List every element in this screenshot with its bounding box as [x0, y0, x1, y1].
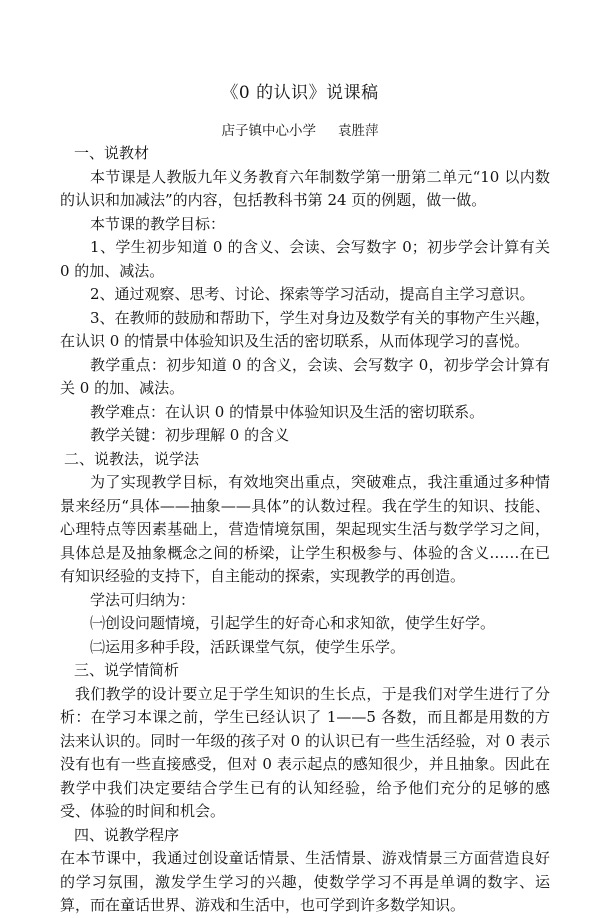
section-heading-2: 二、说教法，说学法 [64, 449, 200, 468]
paragraph: 本节课是人教版九年义务教育六年制数学第一册第二单元“10 以内数的认识和加减法”的内容，包括教科书第 24 页的例题，做一做。 [60, 167, 550, 209]
paragraph: 在本节课中，我通过创设童话情景、生活情景、游戏情景三方面营造良好的学习氛围，激发学生学习的兴趣，使数学学习不再是单调的数字、运算，而在童话世界、游戏和生活中，也可学到许多数学知识。 [60, 849, 550, 914]
list-item: ㈡运用多种手段，活跃课堂气氛，使学生乐学。 [90, 637, 406, 656]
teaching-key-point: 教学重点：初步知道 0 的含义，会读、会写数字 0，初步学会计算有关 0 的加、减法。 [60, 355, 550, 397]
document-title: 《0 的认识》说课稿 [221, 83, 379, 103]
paragraph: 学法可归纳为： [90, 590, 196, 609]
goal-item: 3、在教师的鼓励和帮助下，学生对身边及数学有关的事物产生兴趣，在认识 0 的情景中体验知识及生活的密切联系，从而体现学习的喜悦。 [60, 308, 550, 350]
author-name: 袁胜萍 [338, 123, 379, 139]
author-line [0, 119, 600, 139]
author-school: 店子镇中心小学 [221, 123, 316, 139]
goal-item: 1、学生初步知道 0 的含义、会读、会写数字 0；初步学会计算有关 0 的加、减法。 [60, 238, 550, 280]
section-heading-3: 三、说学情简析 [74, 661, 180, 679]
teaching-crux: 教学关键：初步理解 0 的含义 [90, 426, 290, 444]
section-heading-4: 四、说教学程序 [74, 825, 180, 844]
list-item: ㈠创设问题情境，引起学生的好奇心和求知欲，使学生好学。 [90, 614, 496, 632]
paragraph: 为了实现教学目标，有效地突出重点，突破难点，我注重通过多种情景来经历“具体——抽象——具体”的认数过程。我在学生的知识、技能、心理特点等因素基础上，营造情境氛围，架起现实生活与数学学习之间，具体总是及抽象概念之间的桥梁，让学生积极参与、体验的含义……在已有知识经验的支持下，自主能动的探索，实现教学的再创造。 [60, 473, 550, 585]
teaching-difficulty: 教学难点：在认识 0 的情景中体验知识及生活的密切联系。 [90, 402, 485, 421]
goal-item: 2、通过观察、思考、讨论、探索等学习活动，提高自主学习意识。 [90, 285, 535, 303]
section-heading-1: 一、说教材 [74, 144, 150, 162]
paragraph: 本节课的教学目标： [90, 214, 226, 233]
document-body [60, 142, 550, 918]
paragraph: 我们教学的设计要立足于学生知识的生长点，于是我们对学生进行了分析：在学习本课之前，学生已经认识了 1——5 各数，而且都是用数的方法来认识的。同时一年级的孩子对 0 的认识已有一些生活经验，对 0 表示没有也有一些直接感受，但对 0 表示起点的感知很少，并且抽象。因此在教学中我们决定要结合学生已有的认知经验，给予他们充分的足够的感受、体验的时间和机会。 [60, 684, 550, 820]
